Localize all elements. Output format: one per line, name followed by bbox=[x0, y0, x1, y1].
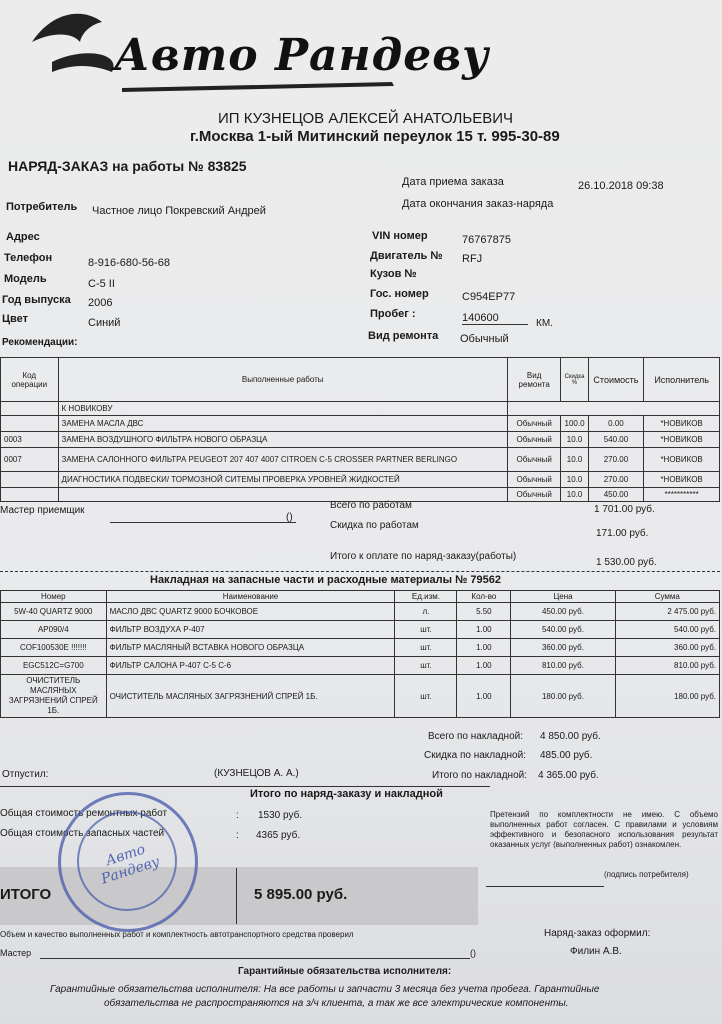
consumer-sign-label: (подпись потребителя) bbox=[604, 870, 689, 879]
consumer-value: Частное лицо Покревский Андрей bbox=[92, 205, 266, 217]
plate-value: C954EP77 bbox=[462, 291, 516, 303]
row-name: ДИАГНОСТИКА ПОДВЕСКИ/ ТОРМОЗНОЙ СИТЕМЫ ПРОВЕРКА УРОВНЕЙ ЖИДКОСТЕЙ bbox=[58, 472, 507, 488]
row-executor: *********** bbox=[644, 488, 720, 502]
works-table-header bbox=[1, 358, 720, 402]
row-number: AP090/4 bbox=[1, 621, 107, 639]
row-executor: *НОВИКОВ bbox=[644, 472, 720, 488]
row-code: 0007 bbox=[1, 448, 59, 472]
row-number: ОЧИСТИТЕЛЬ МАСЛЯНЫХ ЗАГРЯЗНЕНИЙ СПРЕЙ 1Б. bbox=[1, 675, 107, 718]
engine-value: RFJ bbox=[462, 253, 483, 265]
row-discount: 10.0 bbox=[561, 488, 588, 502]
issuer-name: Филин А.В. bbox=[570, 946, 622, 957]
row-qty: 1.00 bbox=[457, 621, 511, 639]
vin-label: VIN номер bbox=[372, 230, 428, 242]
header-cost: Стоимость bbox=[588, 358, 644, 402]
row-executor: *НОВИКОВ bbox=[644, 416, 720, 432]
repair-type-value: Обычный bbox=[460, 333, 509, 345]
warranty-line-1: Гарантийные обязательства исполнителя: На все работы и запчасти 3 месяца без учета пробега. Гарантийные bbox=[50, 984, 600, 995]
row-unit: л. bbox=[395, 603, 457, 621]
row-unit: шт. bbox=[395, 675, 457, 718]
table-row bbox=[1, 448, 720, 472]
year-value: 2006 bbox=[88, 297, 113, 309]
row-qty: 1.00 bbox=[457, 639, 511, 657]
header-qty: Кол-во bbox=[457, 591, 511, 603]
summary-divider bbox=[0, 786, 490, 787]
model-value: C-5 II bbox=[88, 278, 115, 290]
body-label: Кузов № bbox=[370, 268, 417, 280]
row-discount: 100.0 bbox=[561, 416, 588, 432]
row-number: EGC512C=G700 bbox=[1, 657, 107, 675]
repair-type-label: Вид ремонта bbox=[368, 330, 439, 342]
header-type: Вид ремонта bbox=[507, 358, 561, 402]
mileage-value: 140600 bbox=[462, 312, 528, 325]
table-row bbox=[1, 416, 720, 432]
row-cost: 540.00 bbox=[588, 432, 644, 448]
row-price: 180.00 руб. bbox=[511, 675, 615, 718]
row-price: 450.00 руб. bbox=[511, 603, 615, 621]
row-name bbox=[58, 488, 507, 502]
row-name: ФИЛЬТР МАСЛЯНЫЙ ВСТАВКА НОВОГО ОБРАЗЦА bbox=[106, 639, 395, 657]
year-label: Год выпуска bbox=[2, 294, 71, 306]
header-unit: Ед.изм. bbox=[395, 591, 457, 603]
table-row bbox=[1, 621, 720, 639]
released-label: Отпустил: bbox=[2, 769, 49, 780]
consumer-label: Потребитель bbox=[6, 201, 78, 213]
row-price: 540.00 руб. bbox=[511, 621, 615, 639]
colon: : bbox=[236, 830, 239, 841]
master-signature-line bbox=[110, 522, 296, 523]
row-number: COF100530E !!!!!!! bbox=[1, 639, 107, 657]
row-name: МАСЛО ДВС QUARTZ 9000 БОЧКОВОЕ bbox=[106, 603, 395, 621]
row-type: Обычный bbox=[507, 488, 561, 502]
warranty-line-2: обязательства не распространяются на з/ч клиента, а так же все электрические компоненты. bbox=[104, 998, 569, 1009]
row-cost: 0.00 bbox=[588, 416, 644, 432]
row-qty: 1.00 bbox=[457, 675, 511, 718]
header-executor: Исполнитель bbox=[644, 358, 720, 402]
engine-label: Двигатель № bbox=[370, 250, 443, 262]
row-sum: 180.00 руб. bbox=[615, 675, 719, 718]
itogo-value: 5 895.00 руб. bbox=[254, 886, 348, 903]
row-sum: 360.00 руб. bbox=[615, 639, 719, 657]
parts-final-label: Итого по накладной: bbox=[432, 770, 527, 781]
row-type: Обычный bbox=[507, 448, 561, 472]
summary-parts-label: Общая стоимость запасных частей bbox=[0, 828, 165, 839]
row-name: ЗАМЕНА ВОЗДУШНОГО ФИЛЬТРА НОВОГО ОБРАЗЦА bbox=[58, 432, 507, 448]
logo-text: Авто Рандеву bbox=[114, 30, 490, 81]
plate-label: Гос. номер bbox=[370, 288, 429, 300]
row-price: 810.00 руб. bbox=[511, 657, 615, 675]
warranty-title: Гарантийные обязательства исполнителя: bbox=[238, 966, 452, 977]
works-table bbox=[0, 357, 720, 502]
recommendations-label: Рекомендации: bbox=[2, 337, 78, 348]
parts-title: Накладная на запасные части и расходные материалы № 79562 bbox=[150, 574, 502, 586]
phone-label: Телефон bbox=[4, 252, 53, 264]
row-code bbox=[1, 488, 59, 502]
discount-works-value: 171.00 руб. bbox=[596, 528, 649, 539]
row-number: 5W-40 QUARTZ 9000 bbox=[1, 603, 107, 621]
itogo-label: ИТОГО bbox=[0, 886, 52, 903]
company-stamp bbox=[58, 792, 198, 932]
row-executor: *НОВИКОВ bbox=[644, 432, 720, 448]
row-sum: 2 475.00 руб. bbox=[615, 603, 719, 621]
mileage-label: Пробег : bbox=[370, 308, 416, 320]
row-code bbox=[1, 472, 59, 488]
row-type: Обычный bbox=[507, 432, 561, 448]
company-name: ИП КУЗНЕЦОВ АЛЕКСЕЙ АНАТОЛЬЕВИЧ bbox=[218, 110, 514, 127]
vin-value: 76767875 bbox=[462, 234, 511, 246]
table-row bbox=[1, 657, 720, 675]
final-master-line bbox=[40, 958, 470, 959]
stamp-text: Авто Рандеву bbox=[99, 841, 162, 888]
master-paren: () bbox=[286, 512, 293, 523]
final-master-paren: () bbox=[470, 948, 476, 958]
row-type: Обычный bbox=[507, 472, 561, 488]
header-works: Выполненные работы bbox=[58, 358, 507, 402]
order-title: НАРЯД-ЗАКАЗ на работы № 83825 bbox=[8, 158, 247, 174]
row-discount: 10.0 bbox=[561, 448, 588, 472]
row-name: ЗАМЕНА САЛОННОГО ФИЛЬТРА PEUGEOT 207 407 4007 CITROEN C-5 CROSSER PARTNER BERLINGO bbox=[58, 448, 507, 472]
row-executor: *НОВИКОВ bbox=[644, 448, 720, 472]
parts-table bbox=[0, 590, 720, 718]
table-row bbox=[1, 675, 720, 718]
row-price: 360.00 руб. bbox=[511, 639, 615, 657]
itogo-divider bbox=[236, 868, 237, 924]
row-unit: шт. bbox=[395, 657, 457, 675]
row-name: ОЧИСТИТЕЛЬ МАСЛЯНЫХ ЗАГРЯЗНЕНИЙ СПРЕЙ 1Б. bbox=[106, 675, 395, 718]
row-code bbox=[1, 416, 59, 432]
discount-works-label: Скидка по работам bbox=[330, 520, 419, 531]
final-master-label: Мастер bbox=[0, 948, 32, 958]
row-name: ФИЛЬТР ВОЗДУХА Р-407 bbox=[106, 621, 395, 639]
total-works-label: Всего по работам bbox=[330, 500, 412, 511]
parts-table-header bbox=[1, 591, 720, 603]
parts-discount-value: 485.00 руб. bbox=[540, 750, 593, 761]
row-code: 0003 bbox=[1, 432, 59, 448]
master-label: Мастер приемщик bbox=[0, 505, 85, 516]
row-name: ЗАМЕНА МАСЛА ДВС bbox=[58, 416, 507, 432]
header-code: Код операции bbox=[1, 358, 59, 402]
table-row bbox=[1, 639, 720, 657]
summary-works-label: Общая стоимость ремонтных работ bbox=[0, 808, 168, 819]
parts-divider bbox=[0, 571, 720, 572]
row-cost: 270.00 bbox=[588, 472, 644, 488]
consumer-sign-line bbox=[486, 886, 604, 887]
to-pay-label: Итого к оплате по наряд-заказу(работы) bbox=[330, 551, 517, 562]
header-name: Наименование bbox=[106, 591, 395, 603]
total-works-value: 1 701.00 руб. bbox=[594, 504, 655, 515]
parts-final-value: 4 365.00 руб. bbox=[538, 770, 599, 781]
row-unit: шт. bbox=[395, 639, 457, 657]
released-by: (КУЗНЕЦОВ А. А.) bbox=[214, 768, 299, 779]
checked-text: Объем и качество выполненных работ и комплектность автотранспортного средства проверил bbox=[0, 930, 354, 939]
date-end-label: Дата окончания заказ-наряда bbox=[402, 198, 554, 210]
parts-discount-label: Скидка по накладной: bbox=[424, 750, 526, 761]
row-qty: 5.50 bbox=[457, 603, 511, 621]
table-row bbox=[1, 603, 720, 621]
summary-works-value: 1530 руб. bbox=[258, 810, 303, 821]
works-group-label: К НОВИКОВУ bbox=[58, 402, 507, 416]
row-discount: 10.0 bbox=[561, 472, 588, 488]
summary-parts-value: 4365 руб. bbox=[256, 830, 301, 841]
row-cost: 270.00 bbox=[588, 448, 644, 472]
row-discount: 10.0 bbox=[561, 432, 588, 448]
row-qty: 1.00 bbox=[457, 657, 511, 675]
row-type: Обычный bbox=[507, 416, 561, 432]
parts-total-value: 4 850.00 руб. bbox=[540, 731, 601, 742]
date-received-value: 26.10.2018 09:38 bbox=[578, 180, 664, 192]
color-value: Синий bbox=[88, 317, 121, 329]
claims-text: Претензий по комплектности не имею. С объемо выполненных работ согласен. С правилами и условиям эффективного и безопасного использования результат оказанных услуг (выполненных работ) ознакомлен. bbox=[490, 810, 718, 849]
row-cost: 450.00 bbox=[588, 488, 644, 502]
row-name: ФИЛЬТР САЛОНА Р-407 С-5 С-6 bbox=[106, 657, 395, 675]
header-sum: Сумма bbox=[615, 591, 719, 603]
company-address: г.Москва 1-ый Митинский переулок 15 т. 995-30-89 bbox=[190, 128, 560, 145]
company-logo bbox=[22, 2, 490, 96]
row-unit: шт. bbox=[395, 621, 457, 639]
phone-value: 8-916-680-56-68 bbox=[88, 257, 170, 269]
table-row bbox=[1, 472, 720, 488]
model-label: Модель bbox=[4, 273, 47, 285]
row-sum: 540.00 руб. bbox=[615, 621, 719, 639]
colon: : bbox=[236, 810, 239, 821]
color-label: Цвет bbox=[2, 313, 29, 325]
date-received-label: Дата приема заказа bbox=[402, 176, 504, 188]
address-label: Адрес bbox=[6, 231, 40, 243]
header-discount: Скидка % bbox=[561, 358, 588, 402]
header-number: Номер bbox=[1, 591, 107, 603]
to-pay-value: 1 530.00 руб. bbox=[596, 557, 657, 568]
works-group-row bbox=[1, 402, 720, 416]
table-row bbox=[1, 432, 720, 448]
summary-title: Итого по наряд-заказу и накладной bbox=[250, 788, 443, 800]
row-sum: 810.00 руб. bbox=[615, 657, 719, 675]
parts-total-label: Всего по накладной: bbox=[428, 731, 524, 742]
issued-label: Наряд-заказ оформил: bbox=[544, 928, 651, 939]
mileage-unit: КМ. bbox=[536, 318, 553, 329]
header-price: Цена bbox=[511, 591, 615, 603]
